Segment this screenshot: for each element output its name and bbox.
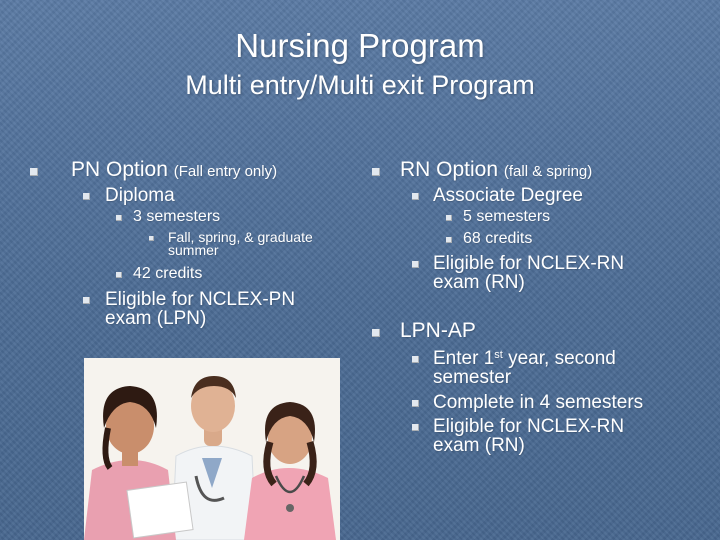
- nclex-pn-line-1: Eligible for NCLEX-PN: [105, 289, 296, 310]
- lpn-nclex-rn-item: [412, 417, 624, 456]
- square-bullet-icon: [412, 193, 419, 200]
- nclex-pn-line-2: exam (LPN): [105, 308, 207, 330]
- lpn-nclex-rn-line-1: Eligible for NCLEX-RN: [433, 416, 625, 437]
- credits-42-item: [116, 266, 202, 282]
- enter-first-year-item: [412, 349, 616, 388]
- enter-first-year-pre: Enter 1: [433, 348, 495, 369]
- square-bullet-icon: [412, 356, 419, 363]
- nclex-rn-line-1: Eligible for NCLEX-RN: [433, 253, 625, 274]
- square-bullet-icon: [116, 215, 122, 221]
- complete-4-semesters-item: [412, 393, 643, 412]
- terms-line-2: summer: [168, 242, 219, 259]
- terms-line-1: Fall, spring, & graduate: [168, 229, 313, 245]
- enter-first-year-line-2: semester: [433, 367, 512, 389]
- three-semesters-label: 3 semesters: [133, 208, 221, 225]
- diploma-label: Diploma: [105, 185, 175, 206]
- square-bullet-icon: [372, 329, 380, 337]
- square-bullet-icon: [30, 168, 38, 176]
- square-bullet-icon: [116, 272, 122, 278]
- lpn-ap-heading: LPN-AP: [400, 319, 476, 342]
- complete-4-semesters-label: Complete in 4 semesters: [433, 392, 644, 413]
- credits-42-label: 42 credits: [133, 265, 203, 282]
- credits-68-item: [446, 231, 532, 247]
- square-bullet-icon: [446, 237, 452, 243]
- nurses-photo: [84, 358, 340, 540]
- pn-option-item: [30, 159, 277, 180]
- nclex-rn-line-2: exam (RN): [433, 272, 525, 294]
- five-semesters-label: 5 semesters: [463, 208, 551, 225]
- slide-subtitle: Multi entry/Multi exit Program: [185, 70, 535, 100]
- enter-first-year-sup: st: [494, 349, 503, 361]
- nclex-pn-item: [83, 290, 295, 329]
- square-bullet-icon: [412, 261, 419, 268]
- square-bullet-icon: [83, 297, 90, 304]
- terms-item: [149, 231, 313, 258]
- rn-option-item: [372, 159, 592, 180]
- lpn-ap-item: [372, 320, 476, 341]
- five-semesters-item: [446, 209, 550, 225]
- rn-option-note: (fall & spring): [503, 163, 593, 180]
- diploma-item: [83, 186, 175, 205]
- rn-option-heading: RN Option: [400, 158, 499, 181]
- square-bullet-icon: [83, 193, 90, 200]
- three-semesters-item: [116, 209, 220, 225]
- nurses-illustration: [84, 358, 340, 540]
- enter-first-year-post: year, second: [502, 348, 616, 369]
- nclex-rn-item: [412, 254, 624, 293]
- square-bullet-icon: [412, 400, 419, 407]
- associate-degree-item: [412, 186, 583, 205]
- square-bullet-icon: [446, 215, 452, 221]
- credits-68-label: 68 credits: [463, 230, 533, 247]
- lpn-nclex-rn-line-2: exam (RN): [433, 435, 525, 457]
- square-bullet-icon: [149, 236, 154, 241]
- slide-title: Nursing Program: [235, 27, 485, 64]
- associate-degree-label: Associate Degree: [433, 185, 583, 206]
- pn-option-heading: PN Option: [71, 158, 168, 181]
- square-bullet-icon: [372, 168, 380, 176]
- pn-option-note: (Fall entry only): [173, 163, 278, 180]
- square-bullet-icon: [412, 424, 419, 431]
